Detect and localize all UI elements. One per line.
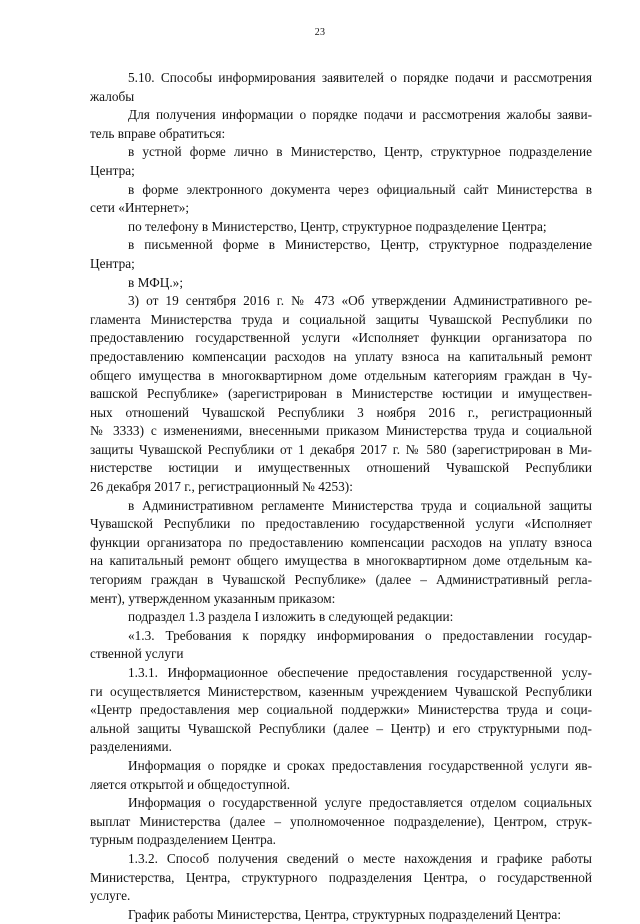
text-line: турным подразделением Центра.: [90, 832, 276, 848]
paragraph: [90, 69, 592, 106]
paragraph: [90, 143, 592, 180]
paragraph: [90, 664, 592, 757]
text-line: 1.3.2. Способ получения сведений о месте нахождения и графике работы: [128, 850, 592, 866]
text-line: 3) от 19 сентября 2016 г. № 473 «Об утверждении Административного ре-: [128, 293, 592, 309]
text-line: 26 декабря 2017 г., регистрационный № 4253):: [90, 479, 353, 495]
text-line: в устной форме лично в Министерство, Центр, структурное подразделение: [128, 144, 592, 160]
text-line: ных отношений Чувашской Республики 3 ноября 2016 г., регистрационный: [90, 404, 592, 420]
text-line: подраздел 1.3 раздела I изложить в следующей редакции:: [128, 609, 454, 625]
paragraph: [90, 106, 592, 143]
document-body: [90, 69, 592, 924]
paragraph: [90, 292, 592, 497]
text-line: предоставлению государственной услуги «Исполняет функции организатора по: [90, 330, 592, 346]
text-line: по телефону в Министерство, Центр, структурное подразделение Центра;: [128, 218, 547, 234]
paragraph: [90, 181, 592, 218]
text-line: в Административном регламенте Министерства труда и социальной защиты: [128, 497, 592, 513]
text-line: услуге.: [90, 888, 131, 904]
text-line: предоставлению компенсации расходов на уплату взноса на капитальный ремонт: [90, 348, 592, 364]
text-line: разделениями.: [90, 739, 172, 755]
text-line: График работы Министерства, Центра, структурных подразделений Центра:: [128, 906, 562, 922]
paragraph: [90, 497, 592, 609]
text-line: в форме электронного документа через официальный сайт Министерства в: [128, 181, 592, 197]
text-line: ственной услуги: [90, 646, 184, 662]
text-line: тегориям граждан в Чувашской Республике» (далее – Административный регла-: [90, 572, 592, 588]
text-line: общего имущества в многоквартирном доме отдельным категориям граждан в Чу-: [90, 367, 592, 383]
text-line: вашской Республике» (зарегистрирован в Министерстве юстиции и имуществен-: [90, 386, 592, 402]
text-line: альной защиты Чувашской Республики (далее – Центр) и его структурными под-: [90, 720, 592, 736]
paragraph: [90, 627, 592, 664]
paragraph: [90, 608, 592, 627]
paragraph: [90, 757, 592, 794]
paragraph: [90, 218, 592, 237]
text-line: выплат Министерства (далее – уполномоченное подразделение), Центром, струк-: [90, 813, 592, 829]
text-line: Информация о порядке и сроках предоставления государственной услуги яв-: [128, 757, 592, 773]
paragraph: [90, 906, 592, 924]
text-line: ги осуществляется Министерством, казенным учреждением Чувашской Республики: [90, 683, 592, 699]
text-line: Для получения информации о порядке подачи и рассмотрения жалобы заяви-: [128, 107, 592, 123]
text-line: Центра;: [90, 162, 135, 178]
text-line: функции организатора по предоставлению компенсации расходов на уплату взноса: [90, 534, 592, 550]
text-line: нистерстве юстиции и имущественных отношений Чувашской Республики: [90, 460, 592, 476]
text-line: Чувашской Республики по предоставлению государственной услуги «Исполняет: [90, 516, 592, 532]
text-line: тель вправе обратиться:: [90, 125, 226, 141]
text-line: ляется открытой и общедоступной.: [90, 776, 291, 792]
text-line: Информация о государственной услуге предоставляется отделом социальных: [128, 795, 592, 811]
text-line: «1.3. Требования к порядку информирования о предоставлении государ-: [128, 627, 592, 643]
text-line: жалобы: [90, 88, 135, 104]
paragraph: [90, 236, 592, 273]
text-line: № 3333) с изменениями, внесенными приказом Министерства труда и социальной: [90, 423, 592, 439]
text-line: в МФЦ.»;: [128, 274, 184, 290]
text-line: 5.10. Способы информирования заявителей о порядке подачи и рассмотрения: [128, 70, 592, 85]
text-line: мент), утвержденном указанным приказом:: [90, 590, 336, 606]
paragraph: [90, 274, 592, 293]
text-line: защиты Чувашской Республики от 1 декабря 2017 г. № 580 (зарегистрирован в Ми-: [90, 441, 592, 457]
text-line: гламента Министерства труда и социальной защиты Чувашской Республики по: [90, 311, 592, 327]
page-number: 23: [314, 27, 326, 38]
paragraph: [90, 850, 592, 906]
text-line: Центра;: [90, 255, 135, 271]
text-line: в письменной форме в Министерство, Центр, структурное подразделение: [128, 237, 592, 253]
text-line: 1.3.1. Информационное обеспечение предоставления государственной услу-: [128, 665, 592, 680]
paragraph: [90, 794, 592, 850]
text-line: Министерства, Центра, структурного подразделения Центра, о государственной: [90, 869, 592, 885]
text-line: «Центр предоставления мер социальной поддержки» Министерства труда и соци-: [90, 702, 592, 718]
text-line: сети «Интернет»;: [90, 200, 190, 216]
text-line: на капитальный ремонт общего имущества в многоквартирном доме отдельным ка-: [90, 553, 592, 569]
